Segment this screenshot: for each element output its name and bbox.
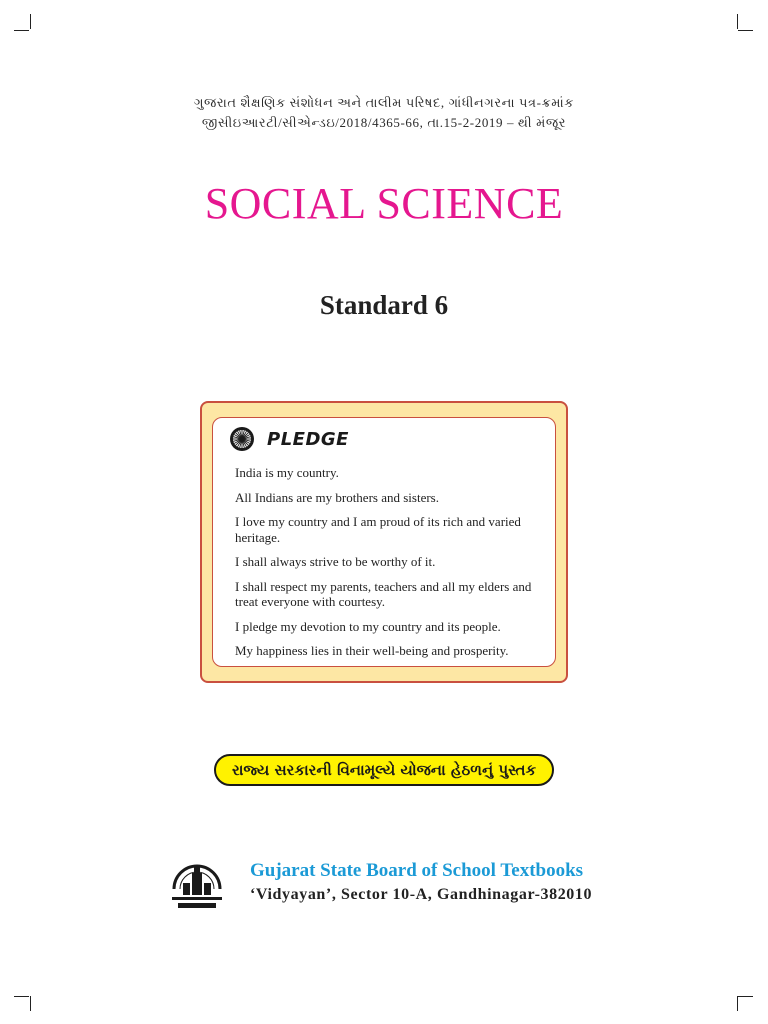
- approval-notice: [0, 93, 768, 133]
- pledge-card: [212, 417, 556, 667]
- pledge-line: My happiness lies in their well-being and prosperity.: [235, 643, 509, 658]
- pledge-box: [200, 401, 568, 683]
- pledge-line: I shall respect my parents, teachers and all my elders and treat everyone with courtesy.: [235, 578, 532, 609]
- crop-mark-bottom-left-h: [14, 996, 29, 997]
- crop-mark-top-left-v: [30, 14, 31, 29]
- pledge-line: India is my country.: [235, 465, 339, 480]
- pledge-line: All Indians are my brothers and sisters.: [235, 489, 439, 505]
- book-standard: Standard 6: [319, 290, 449, 320]
- crop-mark-bottom-left-v: [30, 996, 31, 1011]
- crop-mark-top-right-v: [737, 14, 738, 29]
- crop-mark-top-left-h: [14, 30, 29, 31]
- book-title: SOCIAL SCIENCE: [204, 179, 564, 228]
- pledge-heading: PLEDGE: [267, 428, 349, 450]
- board-emblem-icon: [166, 859, 228, 911]
- crop-mark-bottom-right-h: [738, 996, 753, 997]
- pledge-text: [235, 465, 545, 668]
- approval-line-2: જીસીઇઆરટી/સીએન્ડઇ/2018/4365-66, તા.15-2-2019 – થી મંજૂર: [201, 115, 567, 130]
- pledge-line: I pledge my devotion to my country and its people.: [235, 618, 501, 634]
- approval-line-1: ગુજરાત શૈક્ષણિક સંશોધન અને તાલીમ પરિષદ, ગાંધીનગરના પત્ર-ક્રમાંક: [193, 95, 575, 110]
- pledge-line: I shall always strive to be worthy of it.: [235, 554, 436, 569]
- free-scheme-banner: રાજ્ય સરકારની વિનામૂલ્યે યોજના હેઠળનું પુસ્તક: [214, 754, 554, 786]
- pledge-line: I love my country and I am proud of its rich and varied heritage.: [235, 514, 521, 545]
- board-address: ‘Vidyayan’, Sector 10-A, Gandhinagar-382010: [250, 886, 593, 903]
- crop-mark-top-right-h: [738, 30, 753, 31]
- crop-mark-bottom-right-v: [737, 996, 738, 1011]
- board-name: Gujarat State Board of School Textbooks: [250, 860, 584, 881]
- ashoka-chakra-icon: [229, 426, 255, 452]
- pledge-header: [229, 426, 349, 452]
